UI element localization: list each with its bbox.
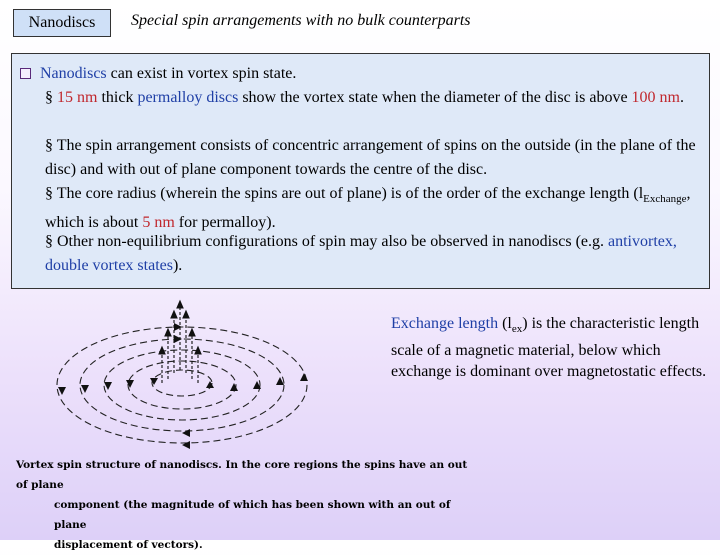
slide-title-box — [13, 9, 111, 37]
exchange-length-term: Exchange length — [391, 315, 499, 332]
ring-arrowheads — [58, 323, 308, 449]
p1-text-c: . — [680, 89, 684, 106]
p1-text-a: thick — [97, 89, 138, 106]
figure-caption — [16, 455, 476, 555]
caption-line-3: displacement of vectors). — [54, 539, 203, 551]
note-text-b: ) is the characteristic length scale of a magnetic material, below which exchange is dominant over magnetostatic effects. — [391, 315, 707, 381]
caption-line-2: component (the magnitude of which has been shown with an out of plane — [54, 499, 451, 531]
lead-text: can exist in vortex spin state. — [106, 65, 297, 82]
p3-text-a: § The core radius (wherein the spins are out of plane) is of the order of the exchange length (l — [45, 185, 644, 202]
p4-term: antivortex, double vortex states — [45, 233, 677, 274]
paragraph-1 — [45, 86, 705, 110]
p3-text-b: , which is about — [45, 185, 691, 232]
square-bullet-icon — [20, 68, 31, 79]
note-subscript: ex — [511, 323, 523, 336]
exchange-length-note — [391, 313, 711, 382]
p1-diameter: 100 nm — [631, 89, 680, 106]
p4-text-a: § Other non-equilibrium configurations of spin may also be observed in nanodiscs (e.g. — [45, 233, 608, 250]
paragraph-2: § The spin arrangement consists of concentric arrangement of spins on the outside (in the plane of the disc) and with out of plane component towards the centre of the disc. — [45, 137, 696, 178]
p4-text-b: ). — [172, 257, 183, 274]
core-out-of-plane-vectors — [159, 301, 201, 383]
p3-text-c: for permalloy). — [174, 214, 276, 232]
p3-subscript: Exchange — [643, 193, 687, 206]
lead-bullet — [20, 62, 296, 86]
note-text-a: (l — [498, 315, 512, 332]
p1-text-b: show the vortex state when the diameter of the disc is above — [238, 89, 632, 106]
slide-subtitle: Special spin arrangements with no bulk counterparts — [131, 12, 471, 29]
slide-title: Nanodiscs — [28, 14, 96, 31]
paragraph-4 — [45, 230, 705, 278]
paragraph-3 — [45, 182, 705, 235]
p1-thickness: 15 nm — [57, 89, 98, 106]
p1-term: permalloy discs — [137, 89, 239, 106]
content-box — [11, 53, 710, 289]
concentric-spin-rings — [57, 327, 307, 443]
lead-term: Nanodiscs — [40, 65, 107, 82]
vortex-spin-diagram — [52, 295, 382, 455]
caption-line-1: Vortex spin structure of nanodiscs. In the core regions the spins have an out of plane — [16, 459, 468, 491]
p1-bullet: § — [45, 89, 57, 106]
p3-core-size: 5 nm — [142, 214, 175, 232]
